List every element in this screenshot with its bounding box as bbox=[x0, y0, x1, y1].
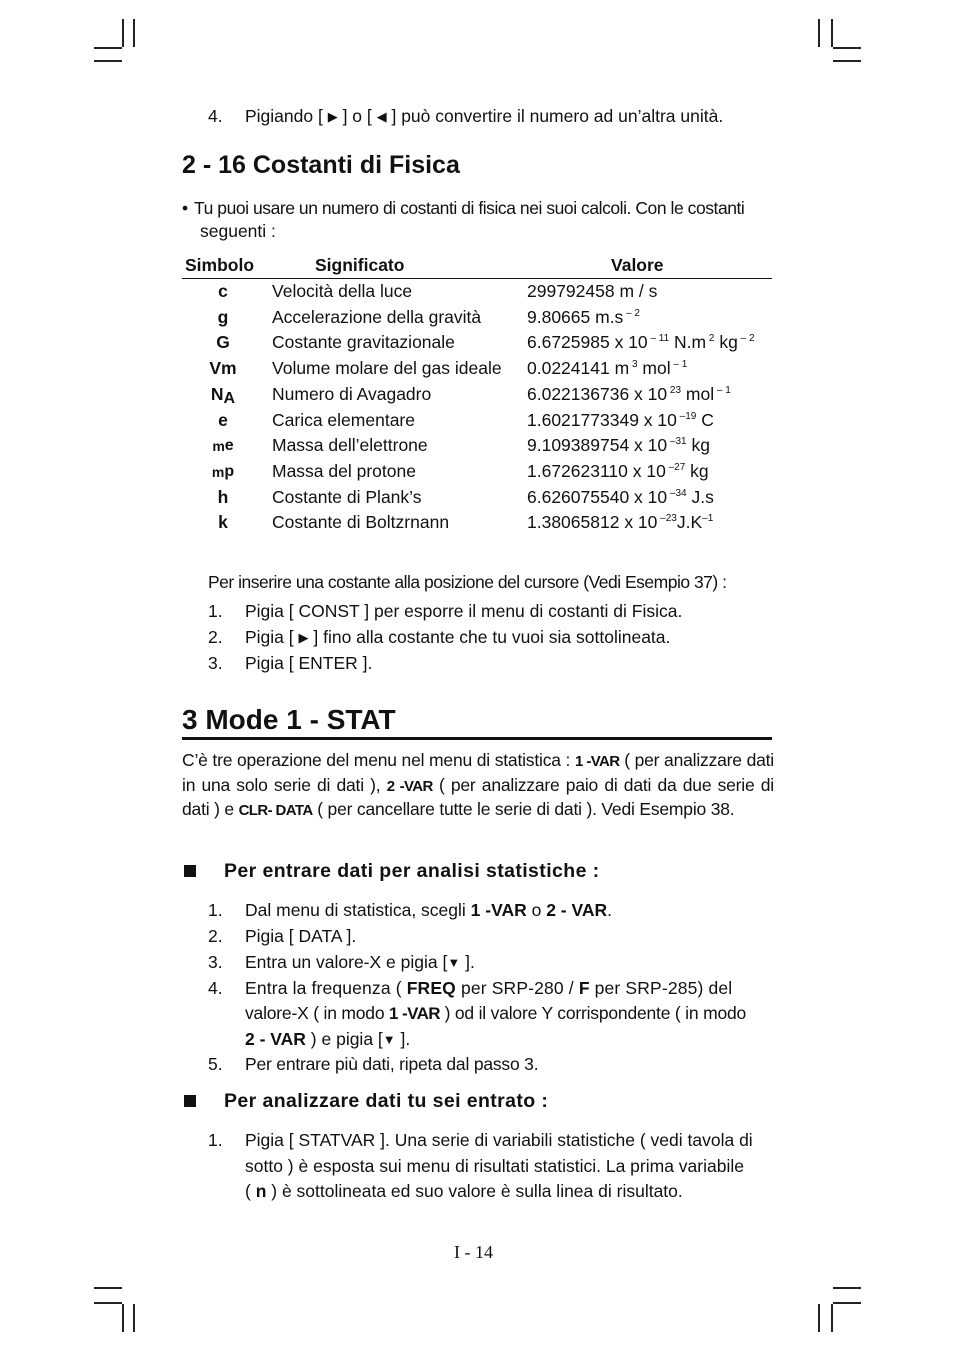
constant-meaning: Costante gravitazionale bbox=[272, 332, 455, 352]
step-number: 3. bbox=[208, 653, 223, 673]
constant-symbol: h bbox=[217, 487, 229, 507]
step-number: 2. bbox=[208, 627, 223, 647]
constant-meaning: Velocità della luce bbox=[272, 281, 413, 301]
constant-value: 6.6725985 x 10 $^{- 11}$ N.m $^2$ kg $^{- 2}$ bbox=[527, 332, 755, 352]
step-number: 2. bbox=[208, 926, 223, 946]
constant-symbol: me bbox=[212, 437, 234, 454]
step-text: Entra un valore-X e pigia [▼ ]. bbox=[245, 952, 475, 972]
constant-meaning: Massa del protone bbox=[272, 461, 416, 481]
constant-symbol: g bbox=[217, 307, 229, 327]
step-text: Pigia [ DATA ]. bbox=[245, 926, 357, 946]
const-intro: Per inserire una costante alla posizione del cursore (Vedi Esempio 37) : bbox=[208, 572, 727, 592]
step-text-line-2: sotto ) è esposta sui menu di risultati statistici. La prima variabile bbox=[245, 1156, 744, 1176]
page-number: I - 14 bbox=[454, 1242, 493, 1262]
constant-value: 299792458 m / s bbox=[527, 281, 658, 301]
constant-symbol: k bbox=[218, 512, 228, 532]
step-number: 3. bbox=[208, 952, 223, 972]
menu-key-clr-data: CLR- DATA bbox=[238, 802, 313, 819]
constant-meaning: Massa dell’elettrone bbox=[272, 435, 428, 455]
step-number: 5. bbox=[208, 1054, 223, 1074]
step-number: 1. bbox=[208, 1130, 223, 1150]
constant-symbol: e bbox=[218, 410, 228, 430]
subheading-enter-data: Per entrare dati per analisi statistiche : bbox=[224, 860, 600, 882]
section-heading-3: 3 Mode 1 - STAT bbox=[182, 704, 396, 735]
constant-symbol: G bbox=[216, 332, 230, 352]
constant-value: 1.38065812 x 10 $^{-23}J.K^{-1}$ bbox=[527, 512, 714, 532]
step-number: 4. bbox=[208, 106, 223, 126]
menu-key-2var: 2 -VAR bbox=[386, 777, 433, 795]
constant-meaning: Volume molare del gas ideale bbox=[272, 358, 502, 378]
step-text-line-1: Pigia [ STATVAR ]. Una serie di variabili statistiche ( vedi tavola di bbox=[245, 1130, 753, 1150]
step-text-line-3: ( n ) è sottolineata ed suo valore è sulla linea di risultato. bbox=[245, 1181, 683, 1201]
step-text-line-2: valore-X ( in modo 1 -VAR ) od il valore Y corrispondente ( in modo bbox=[245, 1003, 747, 1023]
step-text-line-1: Entra la frequenza ( FREQ per SRP-280 / F per SRP-285) del bbox=[245, 978, 733, 998]
header-valore: Valore bbox=[611, 255, 664, 275]
constant-value: 9.80665 m.s $^{- 2}$ bbox=[527, 307, 640, 327]
constant-meaning: Carica elementare bbox=[272, 410, 415, 430]
menu-key-1var: 1 -VAR bbox=[574, 753, 620, 770]
step-number: 1. bbox=[208, 900, 223, 920]
constant-value: 9.109389754 x 10 $^{-31}$ kg bbox=[527, 435, 710, 455]
constant-meaning: Accelerazione della gravità bbox=[272, 307, 482, 327]
section-rule bbox=[182, 737, 772, 740]
down-arrow-key-icon: ▼ bbox=[447, 955, 461, 970]
table-header-rule bbox=[182, 278, 772, 279]
bullet-mark: • bbox=[182, 198, 189, 218]
right-arrow-key-icon: ▶ bbox=[298, 630, 309, 645]
step-text: Pigia [ ▶ ] fino alla costante che tu vuoi sia sottolineata. bbox=[245, 627, 671, 647]
bullet-line-1: Tu puoi usare un numero di costanti di fisica nei suoi calcoli. Con le costanti bbox=[194, 198, 745, 218]
step-text: Pigia [ CONST ] per esporre il menu di costanti di Fisica. bbox=[245, 601, 683, 621]
stat-paragraph: C’è tre operazione del menu nel menu di statistica : 1 -VAR ( per analizzare dati in una solo serie di dati ), 2 -VAR ( per analizzare paio di dati da due serie di dati ) e CLR- DATA ( per cancellare tutte le serie di dati ). Vedi Esempio 38. bbox=[182, 750, 774, 819]
step-text: Pigiando [ ▶ ] o [ ◀ ] può convertire il numero ad un’altra unità. bbox=[245, 106, 724, 126]
header-significato: Significato bbox=[315, 255, 405, 275]
constant-value: 1.672623110 x 10 $^{-27}$ kg bbox=[527, 461, 709, 481]
constant-symbol: mp bbox=[211, 463, 235, 480]
step-text: Pigia [ ENTER ]. bbox=[245, 653, 373, 673]
subheading-analyze-data: Per analizzare dati tu sei entrato : bbox=[224, 1090, 549, 1112]
down-arrow-key-icon: ▼ bbox=[382, 1032, 396, 1047]
step-number: 4. bbox=[208, 978, 223, 998]
header-simbolo: Simbolo bbox=[185, 255, 255, 275]
constant-meaning: Numero di Avagadro bbox=[272, 384, 432, 404]
square-bullet-icon bbox=[184, 1095, 196, 1107]
constant-symbol: NA bbox=[210, 384, 236, 407]
step-text: Per entrare più dati, ripeta dal passo 3. bbox=[245, 1054, 539, 1074]
constant-value: 6.022136736 x 10 $^{23}$ mol $^{- 1}$ bbox=[527, 384, 731, 404]
constant-value: 0.0224141 m $^3$ mol $^{- 1}$ bbox=[527, 358, 688, 378]
section-heading-2-16: 2 - 16 Costanti di Fisica bbox=[182, 151, 460, 179]
step-number: 1. bbox=[208, 601, 223, 621]
constant-symbol: Vm bbox=[209, 358, 237, 378]
constant-meaning: Costante di Plank’s bbox=[272, 487, 422, 507]
bullet-line-2: seguenti : bbox=[200, 221, 276, 241]
constant-value: 6.626075540 x 10 $^{-34}$ J.s bbox=[527, 487, 714, 507]
step-text: Dal menu di statistica, scegli 1 -VAR o 2 - VAR. bbox=[245, 900, 613, 920]
left-arrow-key-icon: ◀ bbox=[376, 109, 387, 124]
constant-symbol: c bbox=[218, 281, 228, 301]
right-arrow-key-icon: ▶ bbox=[327, 109, 338, 124]
constant-value: 1.6021773349 x 10 $^{-19}$ C bbox=[527, 410, 714, 430]
constant-meaning: Costante di Boltzrnann bbox=[272, 512, 450, 532]
step-text-line-3: 2 - VAR ) e pigia [▼ ]. bbox=[245, 1029, 411, 1049]
square-bullet-icon bbox=[184, 865, 196, 877]
